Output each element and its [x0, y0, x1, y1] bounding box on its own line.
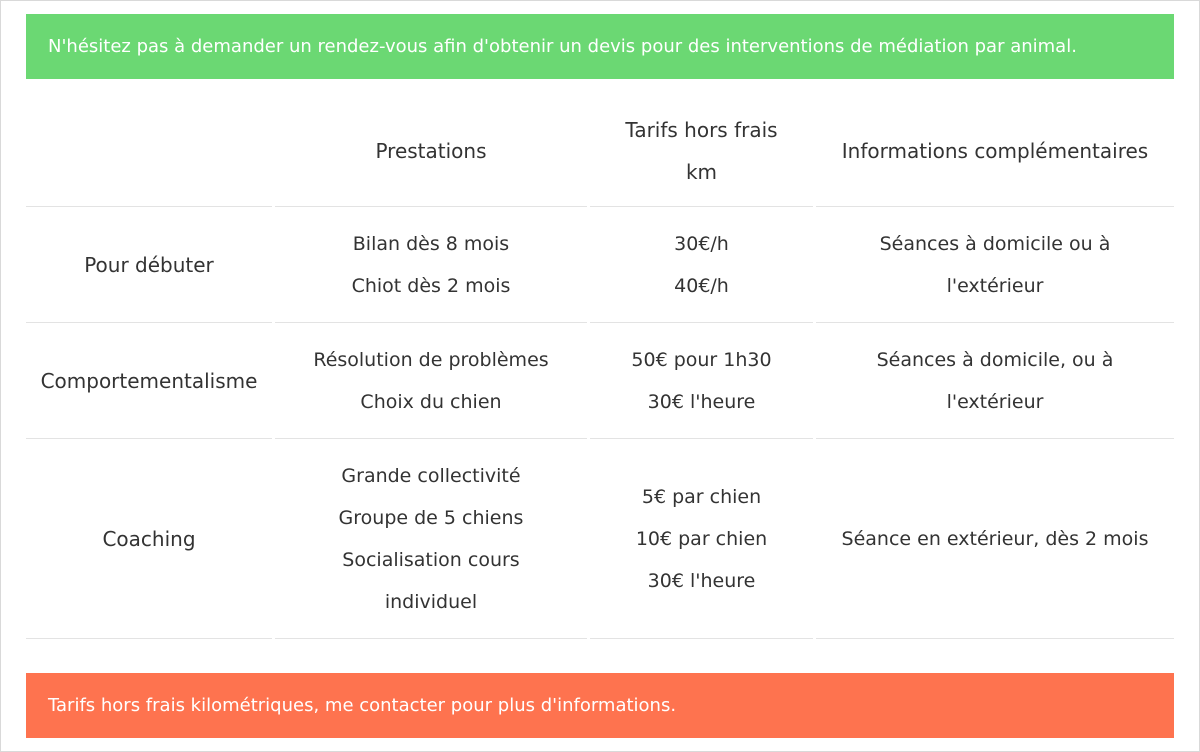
- pricing-table-container: [26, 95, 1174, 639]
- tarifs-cell: [590, 207, 813, 323]
- infos-cell: [816, 323, 1174, 439]
- tarif-item: 30€/h: [674, 232, 729, 255]
- prestation-item: Choix du chien: [360, 390, 502, 413]
- prestation-item: Socialisation cours individuel: [342, 548, 520, 613]
- tarif-item: 40€/h: [674, 274, 729, 297]
- prestation-item: Résolution de problèmes: [313, 348, 549, 371]
- table-row: [26, 439, 1174, 639]
- row-label: Comportementalisme: [26, 323, 272, 439]
- warning-notice-text: Tarifs hors frais kilométriques, me contacter pour plus d'informations.: [48, 695, 677, 716]
- prestation-item: Bilan dès 8 mois: [352, 232, 510, 255]
- header-tarifs-text: Tarifs hors frais km: [625, 117, 778, 184]
- prestation-item: Groupe de 5 chiens: [338, 506, 524, 529]
- tarif-item: 30€ l'heure: [647, 569, 756, 592]
- header-empty: [26, 95, 272, 207]
- prestation-item: Grande collectivité: [341, 464, 521, 487]
- tarif-item: 30€ l'heure: [647, 390, 756, 413]
- row-label: Pour débuter: [26, 207, 272, 323]
- info-notice-banner: [26, 14, 1174, 79]
- table-row: [26, 323, 1174, 439]
- tarif-item: 5€ par chien: [641, 485, 762, 508]
- header-infos: Informations complémentaires: [816, 95, 1174, 207]
- infos-text: Séance en extérieur, dès 2 mois: [841, 527, 1149, 550]
- tarif-item: 10€ par chien: [635, 527, 768, 550]
- infos-cell: [816, 439, 1174, 639]
- infos-cell: [816, 207, 1174, 323]
- header-prestations: Prestations: [275, 95, 587, 207]
- table-row: [26, 207, 1174, 323]
- infos-text: Séances à domicile, ou à l'extérieur: [876, 348, 1114, 413]
- tarifs-cell: [590, 323, 813, 439]
- prestation-item: Chiot dès 2 mois: [351, 274, 511, 297]
- warning-notice-banner: [26, 673, 1174, 738]
- infos-text: Séances à domicile ou à l'extérieur: [879, 232, 1111, 297]
- header-tarifs: [590, 95, 813, 207]
- pricing-table: [23, 95, 1177, 639]
- table-header-row: [26, 95, 1174, 207]
- prestations-cell: [275, 207, 587, 323]
- info-notice-text: N'hésitez pas à demander un rendez-vous afin d'obtenir un devis pour des interventions de médiation par animal.: [48, 36, 1077, 57]
- prestations-cell: [275, 323, 587, 439]
- tarifs-cell: [590, 439, 813, 639]
- tarif-item: 50€ pour 1h30: [631, 348, 772, 371]
- row-label: Coaching: [26, 439, 272, 639]
- prestations-cell: [275, 439, 587, 639]
